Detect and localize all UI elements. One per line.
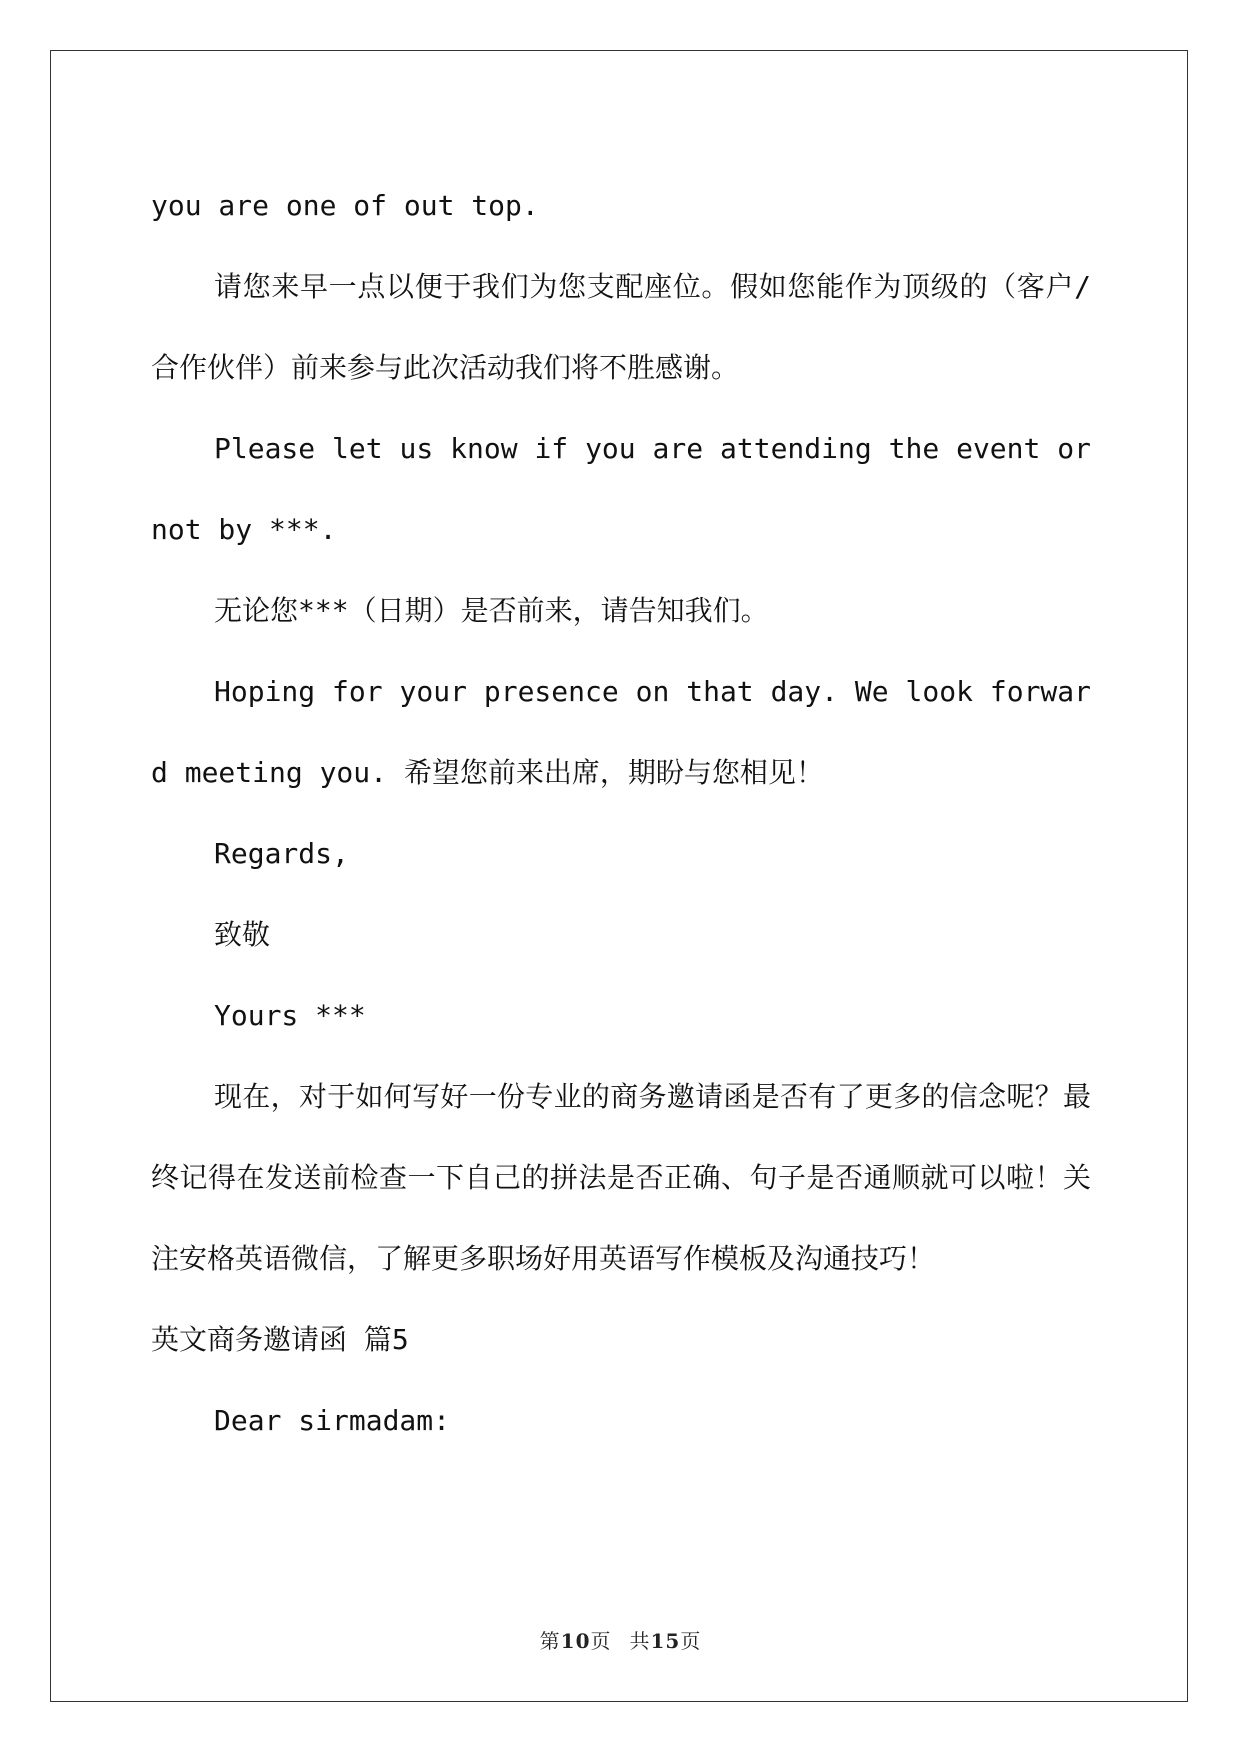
current-page-number: 10 xyxy=(560,1629,591,1653)
document-body xyxy=(151,165,1091,1461)
paragraph: Please let us know if you are attending the event or not by ***. xyxy=(151,432,1091,546)
signature: Yours *** xyxy=(214,999,366,1032)
closing-regards-cn: 致敬 xyxy=(214,918,271,951)
paragraph: Hoping for your presence on that day. We look forward meeting you. 希望您前来出席，期盼与您相见！ xyxy=(151,675,1091,789)
paragraph: 现在，对于如何写好一份专业的商务邀请函是否有了更多的信念呢？最终记得在发送前检查一下自己的拼法是否正确、句子是否通顺就可以啦！关注安格英语微信，了解更多职场好用英语写作模板及沟通技巧！ xyxy=(151,1080,1091,1275)
total-pages-number: 15 xyxy=(650,1629,681,1653)
paragraph: 无论您***（日期）是否前来，请告知我们。 xyxy=(214,594,769,627)
footer-total-prefix: 共 xyxy=(629,1629,651,1653)
footer-total-suffix: 页 xyxy=(680,1629,702,1653)
section-heading: 英文商务邀请函 篇5 xyxy=(151,1323,409,1356)
footer-page-suffix: 页 xyxy=(590,1629,612,1653)
salutation: Dear sirmadam: xyxy=(214,1404,451,1437)
closing-regards: Regards, xyxy=(214,837,349,870)
page-footer xyxy=(0,1625,1241,1654)
paragraph: 请您来早一点以便于我们为您支配座位。假如您能作为顶级的（客户/合作伙伴）前来参与此次活动我们将不胜感谢。 xyxy=(151,270,1091,384)
footer-prefix: 第 xyxy=(539,1629,561,1653)
paragraph: you are one of out top. xyxy=(151,189,539,222)
